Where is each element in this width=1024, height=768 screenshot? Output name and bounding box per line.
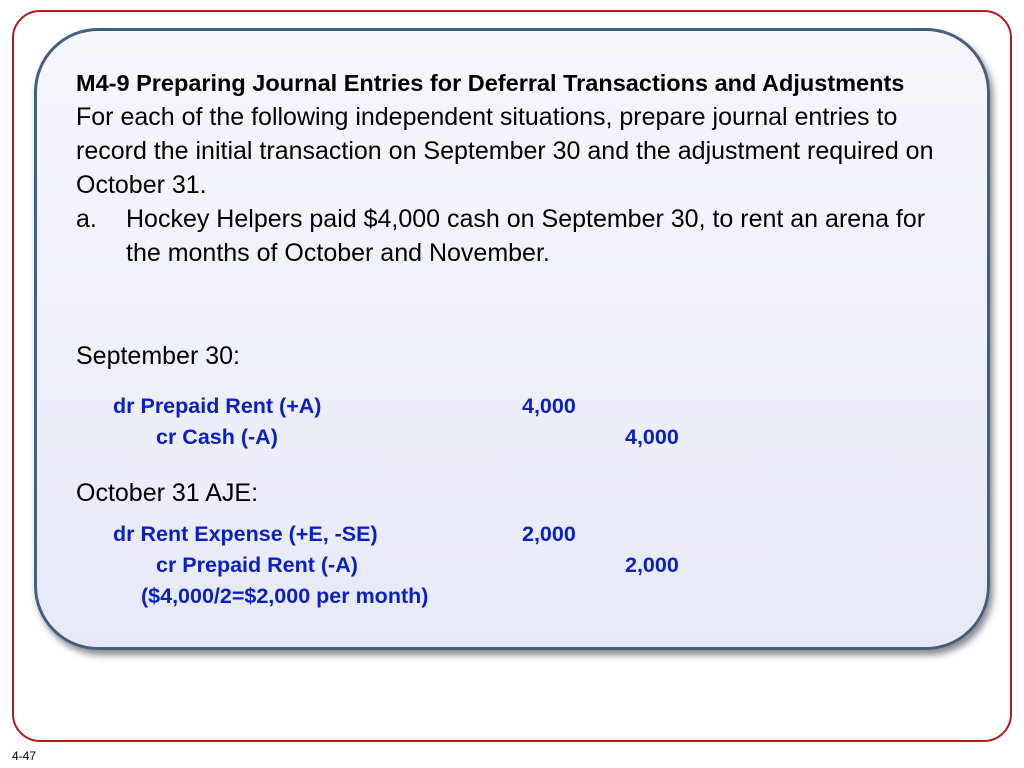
october-label: October 31 AJE:: [76, 479, 259, 507]
situation-a-marker: a.: [76, 205, 97, 233]
september-debit-amount: 4,000: [522, 394, 576, 418]
situation-a-text: Hockey Helpers paid $4,000 cash on September 30, to rent an arena for the months of October and November.: [126, 205, 926, 267]
october-debit-account: dr Rent Expense (+E, -SE): [113, 522, 378, 546]
situation-a: [76, 202, 936, 270]
september-debit-account: dr Prepaid Rent (+A): [113, 394, 322, 418]
september-label: September 30:: [76, 342, 240, 370]
september-credit-account: cr Cash (-A): [156, 425, 278, 449]
september-credit-amount: 4,000: [625, 425, 679, 449]
problem-heading: M4-9 Preparing Journal Entries for Deferral Transactions and Adjustments: [76, 70, 905, 96]
october-debit-amount: 2,000: [522, 522, 576, 546]
problem-intro: For each of the following independent situations, prepare journal entries to record the initial transaction on September 30 and the adjustment required on October 31.: [76, 103, 934, 199]
problem-text: [76, 66, 936, 270]
october-credit-account: cr Prepaid Rent (-A): [156, 553, 358, 577]
october-calculation-note: ($4,000/2=$2,000 per month): [141, 584, 429, 608]
slide-number: 4-47: [12, 749, 37, 763]
october-credit-amount: 2,000: [625, 553, 679, 577]
